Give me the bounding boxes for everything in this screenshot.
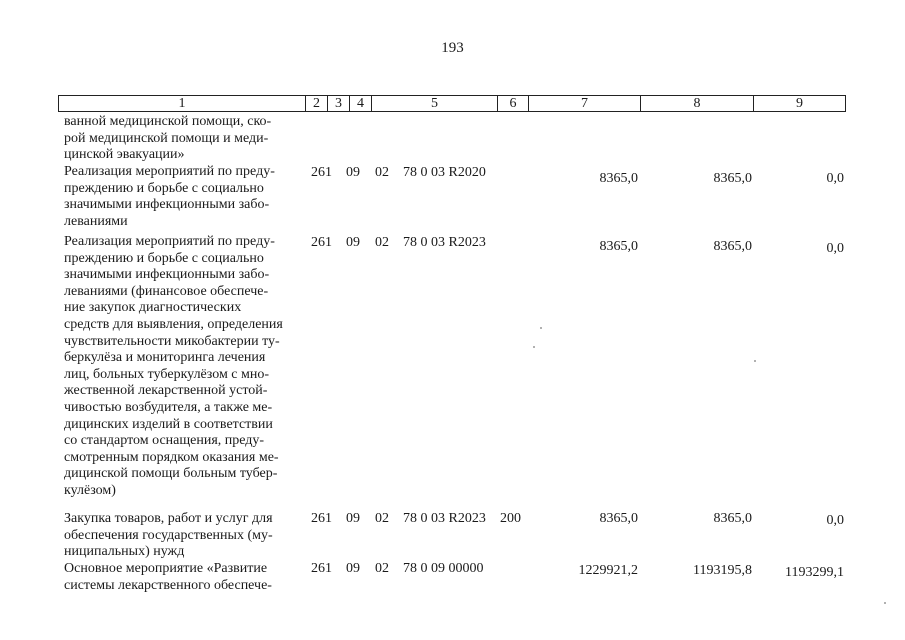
- row-value-9: 1193299,1: [785, 565, 844, 580]
- header-col-6: 6: [497, 96, 528, 111]
- row-value-7: 8365,0: [599, 511, 638, 526]
- row-code-subsection: 02: [375, 235, 389, 250]
- row-value-9: 0,0: [826, 171, 844, 186]
- row-value-8: 8365,0: [713, 239, 752, 254]
- header-col-5: 5: [371, 96, 497, 111]
- row-value-8: 8365,0: [713, 511, 752, 526]
- row-name: Основное мероприятие «Развитие системы лекарственного обеспече-: [64, 561, 272, 593]
- row-code-section: 09: [346, 561, 360, 576]
- header-col-3: 3: [327, 96, 349, 111]
- header-col-2: 2: [305, 96, 327, 111]
- header-col-1: 1: [178, 96, 186, 111]
- scan-speck: [540, 327, 542, 329]
- row-code-admin: 261: [311, 561, 332, 576]
- row-code-subsection: 02: [375, 165, 389, 180]
- row-code-section: 09: [346, 235, 360, 250]
- row-name: Закупка товаров, работ и услуг для обеспечения государственных (му- ниципальных) нужд: [64, 511, 273, 560]
- header-col-7: 7: [528, 96, 640, 111]
- header-col-8: 8: [640, 96, 753, 111]
- scan-speck: [754, 360, 756, 362]
- row-value-8: 1193195,8: [693, 563, 752, 578]
- row-code-admin: 261: [311, 511, 332, 526]
- row-value-9: 0,0: [826, 241, 844, 256]
- row-name: ванной медицинской помощи, ско- рой медицинской помощи и меди- цинской эвакуации»: [64, 114, 272, 163]
- row-value-9: 0,0: [826, 513, 844, 528]
- row-code-target: 78 0 03 R2020: [403, 165, 486, 180]
- row-code-section: 09: [346, 165, 360, 180]
- row-code-target: 78 0 03 R2023: [403, 235, 486, 250]
- row-value-7: 1229921,2: [578, 563, 638, 578]
- row-code-section: 09: [346, 511, 360, 526]
- row-code-expense: 200: [500, 511, 521, 526]
- row-name: Реализация мероприятий по преду- преждению и борьбе с социально значимыми инфекционными забо- леваниями: [64, 164, 275, 229]
- scan-speck: [884, 602, 886, 604]
- row-code-target: 78 0 03 R2023: [403, 511, 486, 526]
- row-code-subsection: 02: [375, 561, 389, 576]
- row-name: Реализация мероприятий по преду- преждению и борьбе с социально значимыми инфекционными забо- леваниями (финансовое обеспече- ние закупок диагностических средств для выявления, определения чувствительности микобактерии ту- беркулёза и мониторинга лечения лиц, больных туберкулёзом с мно- жественной лекарственной устой- чивостью возбудителя, а также ме- дицинских изделий в соответствии со стандартом оснащения, преду- смотренным порядком оказания ме- дицинской помощи больным тубер- кулёзом): [64, 234, 283, 498]
- page-number: 193: [441, 40, 464, 56]
- scan-speck: [533, 346, 535, 348]
- row-code-subsection: 02: [375, 511, 389, 526]
- row-value-7: 8365,0: [599, 171, 638, 186]
- row-code-admin: 261: [311, 165, 332, 180]
- header-col-9: 9: [753, 96, 845, 111]
- row-code-target: 78 0 09 00000: [403, 561, 484, 576]
- row-code-admin: 261: [311, 235, 332, 250]
- row-value-8: 8365,0: [713, 171, 752, 186]
- header-col-4: 4: [349, 96, 371, 111]
- row-value-7: 8365,0: [599, 239, 638, 254]
- table-header-row: [58, 95, 846, 112]
